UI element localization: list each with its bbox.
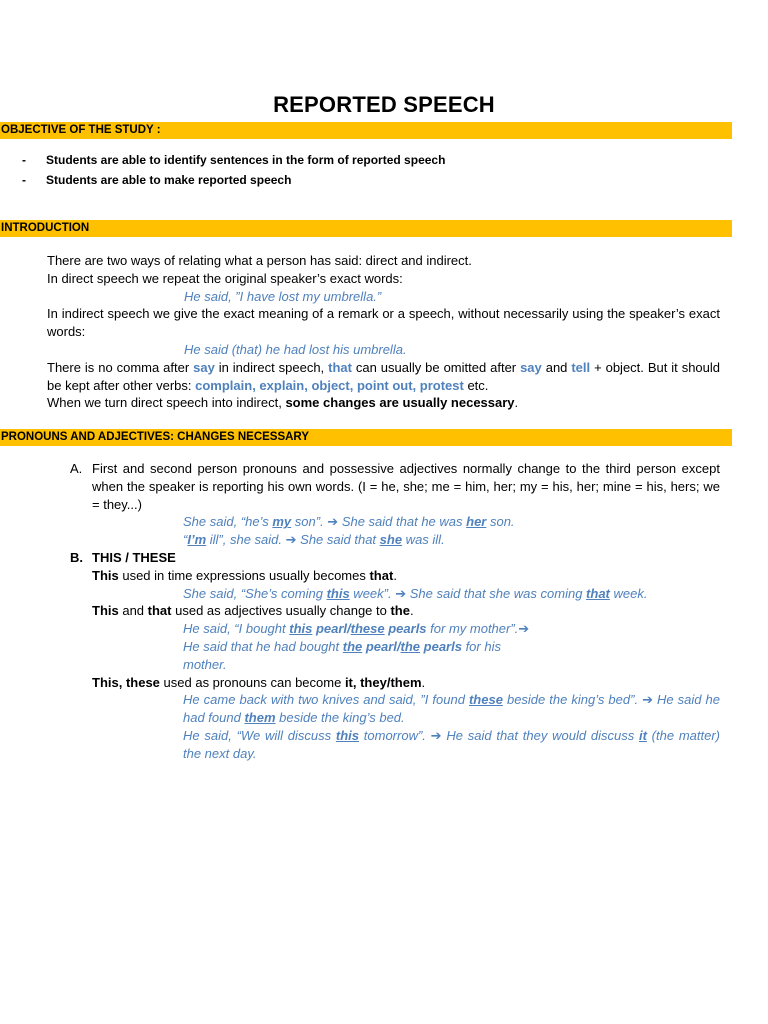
rule-text: First and second person pronouns and possessive adjectives normally change to the third person except when the speaker is reporting his own words. (I = he, she; me = him, her; my = his, her; mine = his, hers; we = they...) — [92, 461, 720, 512]
intro-paragraph: In indirect speech we give the exact meaning of a remark or a speech, without necessarily using the speaker’s exact words: — [47, 306, 720, 340]
list-item-b — [70, 549, 720, 763]
example-sentence: He said, “We will discuss this tomorrow”. ➔ He said that they would discuss it (the matter) the next day. — [183, 727, 721, 761]
example-sentence: “I’m ill”, she said. ➔ She said that she was ill. — [183, 532, 445, 548]
example-sentence: She said, “She’s coming this week”. ➔ She said that she was coming that week. — [183, 585, 648, 601]
page-title: REPORTED SPEECH — [273, 92, 495, 117]
intro-paragraph: There are two ways of relating what a person has said: direct and indirect. — [47, 253, 472, 268]
section-heading-objective: OBJECTIVE OF THE STUDY : — [0, 122, 732, 139]
example-sentence: She said, “he’s my son”. ➔ She said that he was her son. — [183, 514, 515, 530]
list-item-a — [70, 460, 720, 549]
list-marker: A. — [70, 461, 83, 476]
example-sentence: He said that he had bought the pearl/the pearls for his — [183, 638, 501, 654]
introduction-body — [47, 252, 720, 412]
intro-paragraph: In direct speech we repeat the original speaker’s exact words: — [47, 270, 403, 286]
intro-paragraph: When we turn direct speech into indirect, some changes are usually necessary. — [47, 395, 519, 411]
arrow-right-icon: ➔ — [327, 514, 339, 530]
intro-paragraph: There is no comma after say in indirect speech, that can usually be omitted after say and tell + object. But it should be kept after other verbs: complain, explain, object, point out, protest etc. — [47, 359, 721, 393]
list-item: - Students are able to identify sentences in the form of reported speech — [22, 153, 446, 167]
section-heading-pronouns: PRONOUNS AND ADJECTIVES: CHANGES NECESSARY — [0, 429, 732, 446]
example-sentence: He said, ”I have lost my umbrella.” — [184, 288, 382, 304]
pronouns-list — [70, 460, 720, 763]
list-marker: B. — [70, 549, 83, 565]
rule-text: This and that used as adjectives usually change to the. — [92, 603, 414, 619]
example-sentence: mother. — [183, 656, 227, 672]
section-heading-introduction: INTRODUCTION — [0, 220, 732, 237]
example-sentence: He said, “I bought this pearl/these pearls for my mother”.➔ — [183, 621, 530, 637]
rule-text: This used in time expressions usually becomes that. — [92, 567, 397, 583]
list-item: - Students are able to make reported speech — [22, 173, 292, 187]
subsection-heading: THIS / THESE — [92, 549, 176, 565]
rule-text: This, these used as pronouns can become it, they/them. — [92, 674, 426, 690]
arrow-right-icon: ➔ — [285, 532, 297, 548]
arrow-right-icon: ➔ — [642, 692, 653, 708]
example-sentence: He said (that) he had lost his umbrella. — [184, 341, 407, 357]
objective-bullet-list — [22, 151, 445, 191]
arrow-right-icon: ➔ — [518, 621, 530, 637]
arrow-right-icon: ➔ — [395, 585, 407, 601]
example-sentence: He came back with two knives and said, ”I found these beside the king’s bed”. ➔ He said he had found them beside the king’s bed. — [183, 692, 721, 726]
arrow-right-icon: ➔ — [430, 727, 442, 743]
